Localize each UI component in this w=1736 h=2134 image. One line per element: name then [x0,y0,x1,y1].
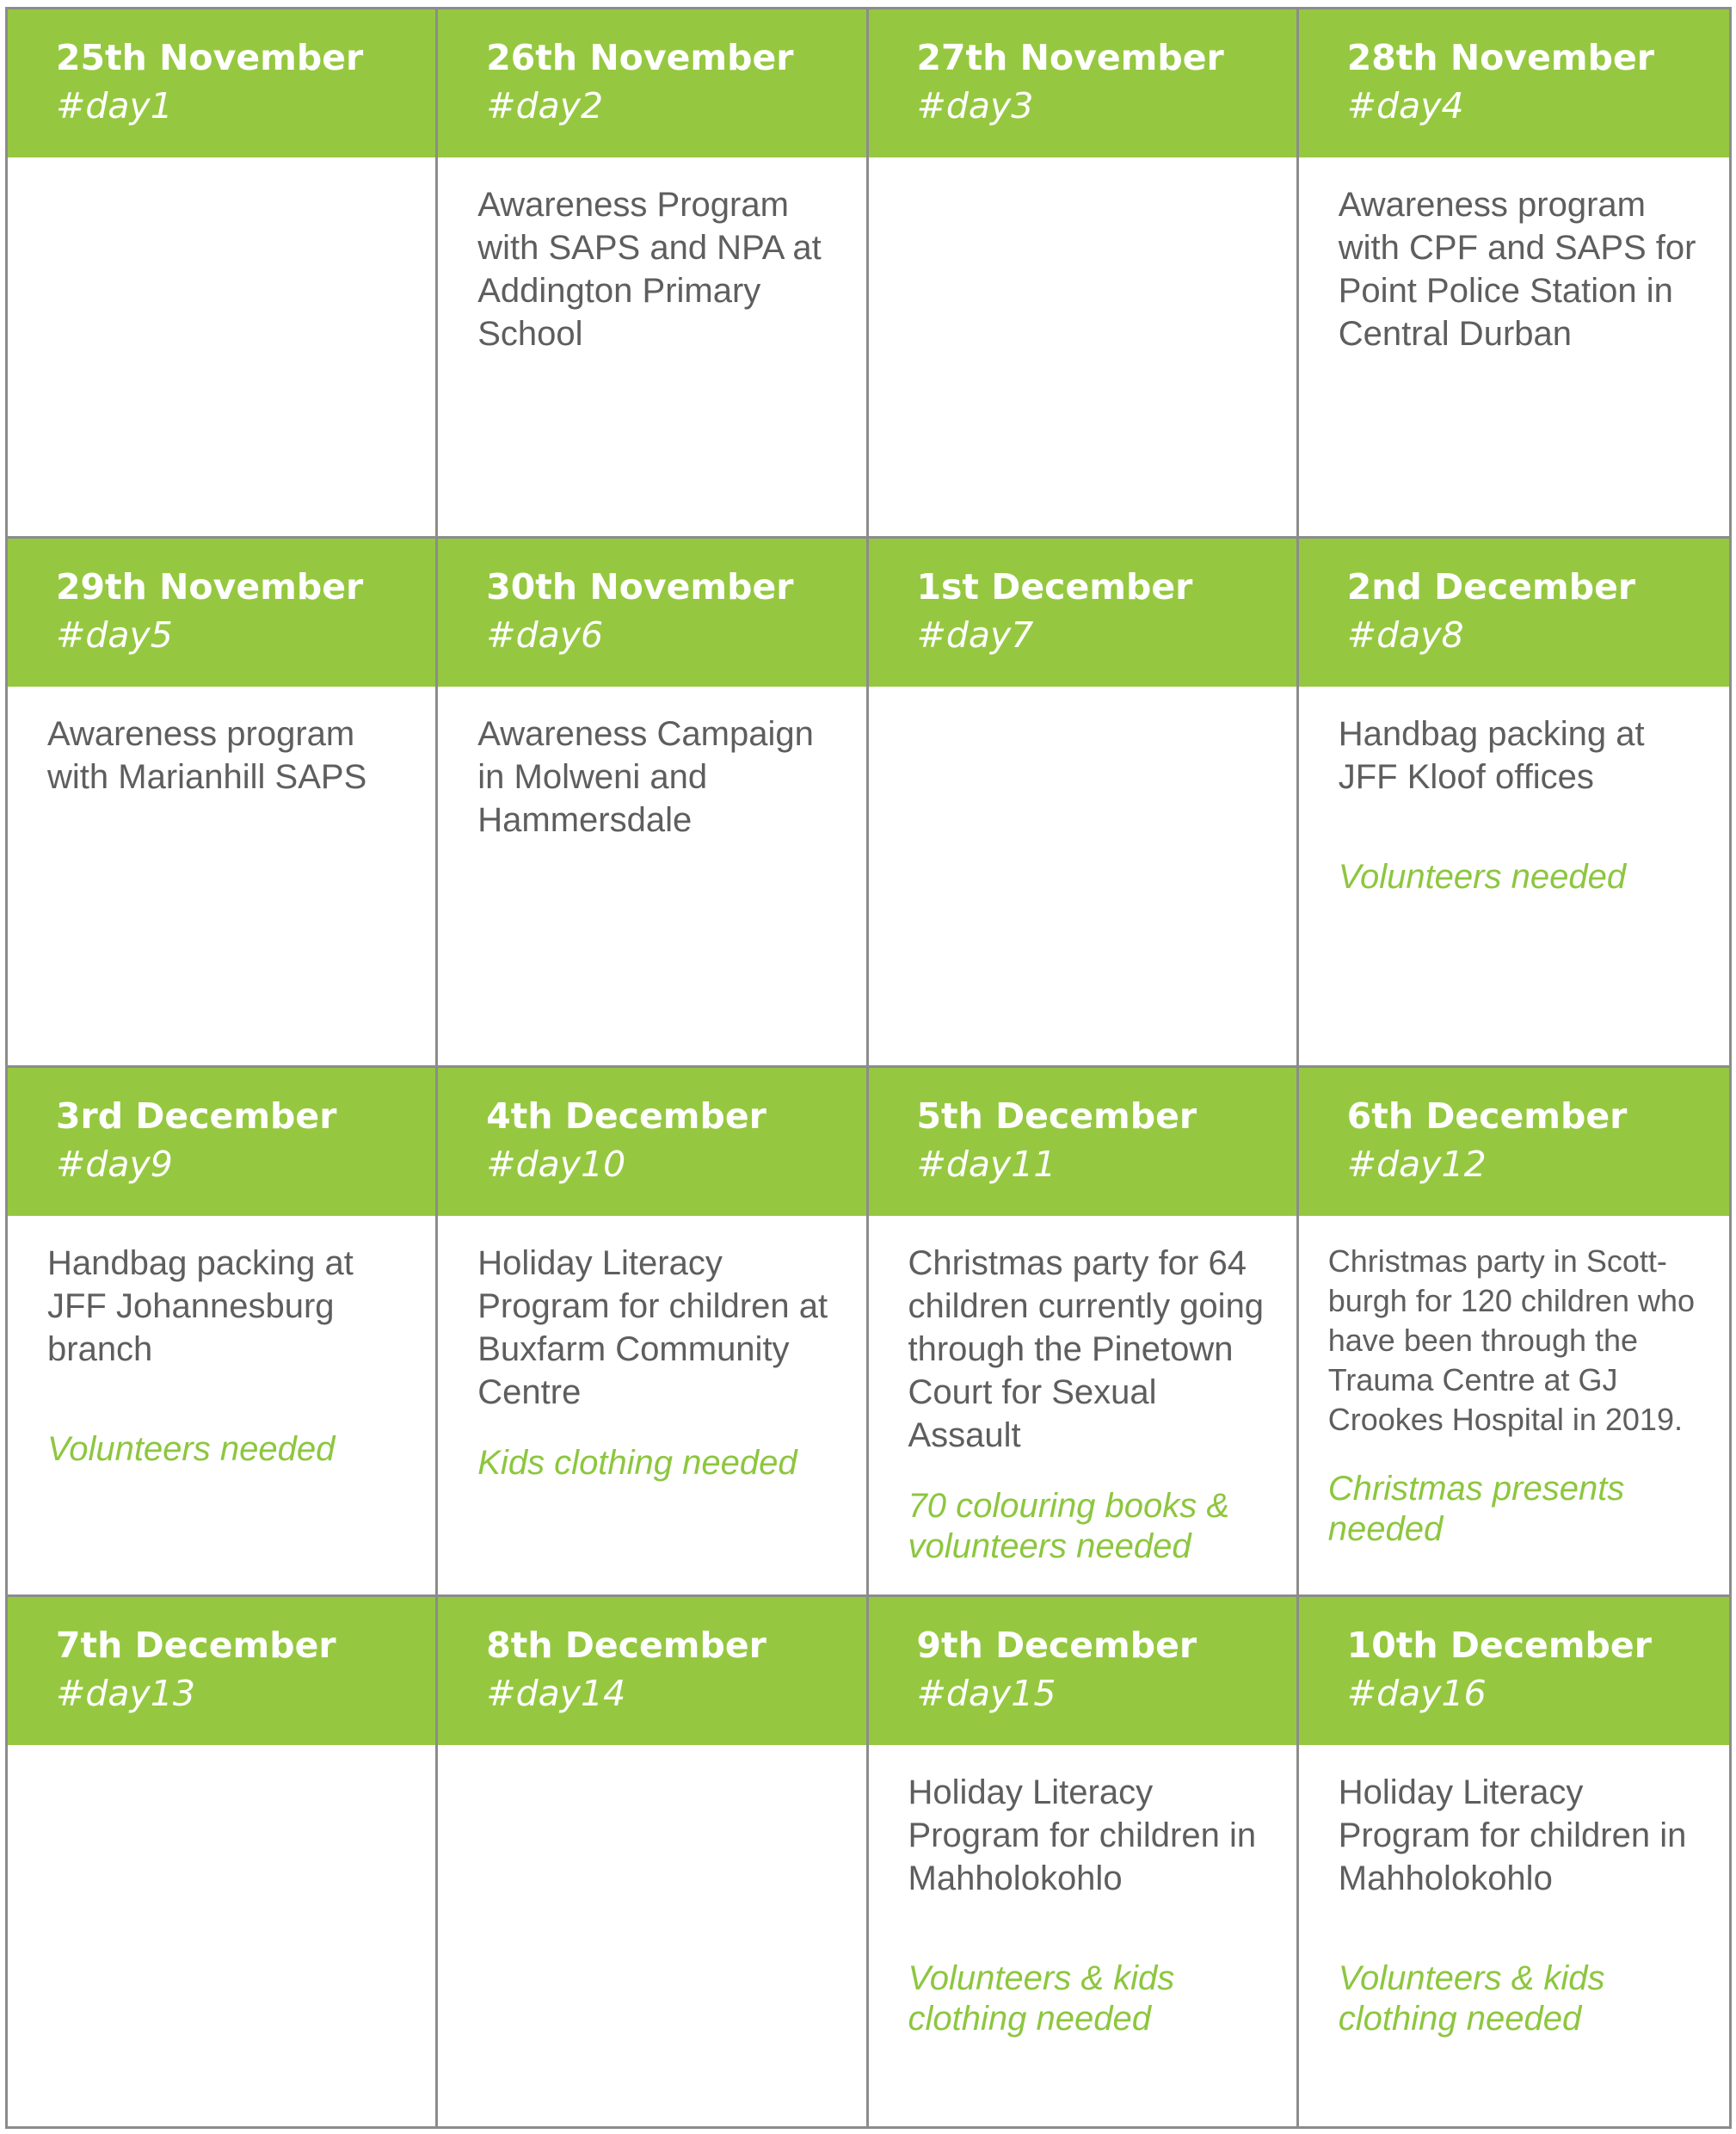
day-need-note: Volunteers & kids clothing needed [1338,1959,1605,2038]
day-description: Awareness Campaign in Molweni and Hammersdale [477,715,814,839]
day-tag: #day8 [1346,614,1464,656]
day-date: 2nd December [1346,566,1636,608]
day-need-note: Volunteers needed [47,1430,336,1468]
day-cell [1299,1597,1729,2126]
day-tag: #day10 [486,1144,626,1185]
day-header [1299,9,1729,157]
day-cell [438,1068,868,1597]
day-date: 28th November [1346,37,1654,78]
day-body [8,1216,435,1594]
day-body [869,157,1296,536]
day-header [438,1597,865,1745]
day-header [869,539,1296,687]
day-description: Holiday Literacy Program for children in Mahholokohlo [908,1773,1257,1897]
day-description: Holiday Literacy Program for children in Mahholokohlo [1338,1773,1687,1897]
day-tag: #day11 [916,1144,1056,1185]
day-need-note: 70 colouring books & volunteers needed [908,1487,1230,1565]
day-body [8,157,435,536]
day-tag: #day12 [1346,1144,1487,1185]
day-body [438,1216,865,1594]
day-header [8,1068,435,1216]
day-tag: #day14 [486,1673,626,1714]
day-tag: #day6 [486,614,604,656]
day-tag: #day1 [56,85,173,126]
day-cell [869,1068,1299,1597]
day-description: Handbag packing at JFF Kloof offices [1338,715,1645,796]
day-header [1299,539,1729,687]
day-date: 30th November [486,566,794,608]
day-description: Awareness program with Marianhill SAPS [47,715,367,796]
day-header [8,1597,435,1745]
day-body [1299,687,1729,1065]
day-header [869,1597,1296,1745]
day-header [8,539,435,687]
day-tag: #day15 [916,1673,1056,1714]
day-body [869,1216,1296,1594]
day-header [438,539,865,687]
day-body [438,687,865,1065]
day-cell [869,9,1299,539]
day-description: Christmas party for 64 children currently going through the Pinetown Court for Sexual Assault [908,1244,1265,1454]
day-description: Awareness Program with SAPS and NPA at Addington Primary School [477,186,822,353]
day-date: 8th December [486,1625,766,1666]
day-description: Handbag packing at JFF Johannesburg branch [47,1244,354,1368]
day-tag: #day9 [56,1144,173,1185]
day-tag: #day3 [916,85,1034,126]
day-description: Christmas party in Scott-burgh for 120 children who have been through the Trauma Centre at GJ Crookes Hospital in 2019. [1327,1243,1696,1437]
day-description: Awareness program with CPF and SAPS for Point Police Station in Central Durban [1338,186,1696,353]
day-header [1299,1597,1729,1745]
day-header [8,9,435,157]
day-date: 5th December [916,1095,1197,1137]
day-body [8,1745,435,2126]
day-tag: #day2 [486,85,604,126]
day-header [1299,1068,1729,1216]
day-tag: #day5 [56,614,173,656]
day-tag: #day16 [1346,1673,1487,1714]
day-cell [438,539,868,1068]
day-description: Holiday Literacy Program for children at Buxfarm Community Centre [477,1244,828,1411]
day-date: 6th December [1346,1095,1628,1137]
day-cell [869,1597,1299,2126]
day-date: 1st December [916,566,1193,608]
day-cell [1299,1068,1729,1597]
day-body [8,687,435,1065]
day-need-note: Christmas presents needed [1327,1470,1625,1548]
day-need-note: Kids clothing needed [477,1444,797,1482]
day-date: 26th November [486,37,794,78]
day-cell [8,539,438,1068]
day-date: 25th November [56,37,364,78]
day-cell [1299,539,1729,1068]
day-body [1299,1216,1729,1594]
day-body [869,1745,1296,2126]
day-need-note: Volunteers & kids clothing needed [908,1959,1175,2038]
day-header [869,1068,1296,1216]
day-cell [8,1597,438,2126]
day-cell [8,9,438,539]
day-tag: #day7 [916,614,1034,656]
day-date: 27th November [916,37,1224,78]
event-calendar [5,7,1732,2129]
day-cell [438,1597,868,2126]
day-date: 7th December [56,1625,336,1666]
day-body [1299,157,1729,536]
day-body [1299,1745,1729,2126]
day-date: 29th November [56,566,364,608]
day-body [869,687,1296,1065]
day-body [438,1745,865,2126]
day-need-note: Volunteers needed [1338,858,1627,896]
day-date: 4th December [486,1095,766,1137]
day-tag: #day4 [1346,85,1464,126]
day-cell [8,1068,438,1597]
day-cell [869,539,1299,1068]
day-date: 9th December [916,1625,1197,1666]
day-tag: #day13 [56,1673,195,1714]
day-header [869,9,1296,157]
day-header [438,9,865,157]
day-body [438,157,865,536]
day-date: 3rd December [56,1095,337,1137]
day-header [438,1068,865,1216]
day-date: 10th December [1346,1625,1652,1666]
day-cell [1299,9,1729,539]
day-cell [438,9,868,539]
